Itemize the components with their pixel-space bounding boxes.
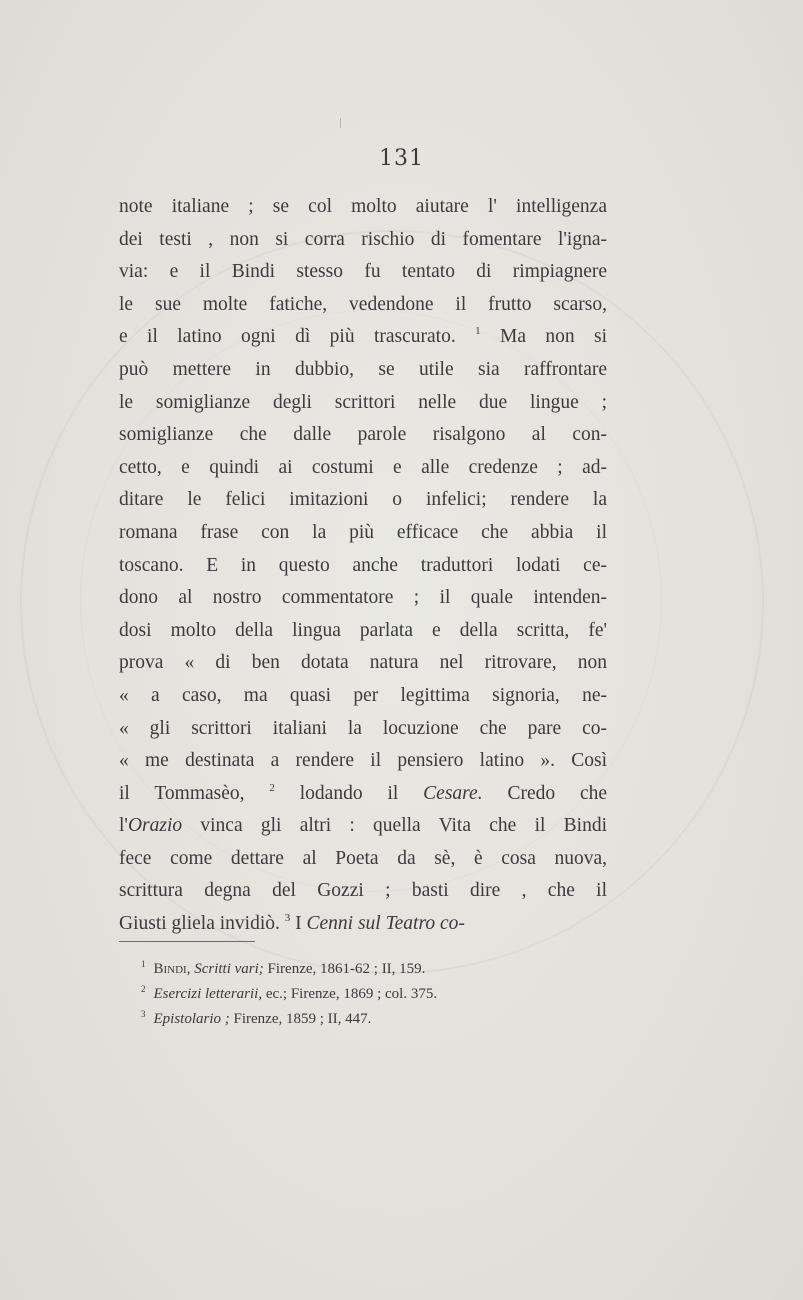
text-line: dosi molto della lingua parlata e della scritta, fe' (119, 619, 607, 641)
text-segment: lodando il (299, 782, 399, 804)
footnote-number: 3 (141, 1009, 146, 1019)
text-line (119, 810, 607, 843)
text-line: romana frase con la più efficace che abbia il (119, 521, 607, 543)
footnote-number: 2 (141, 984, 146, 994)
text-line: dono al nostro commentatore ; il quale intenden- (119, 587, 607, 609)
footnote-reference: 2 (269, 781, 275, 794)
text-line: scrittura degna del Gozzi ; basti dire , che il (119, 880, 607, 902)
footnote-details: ec.; Firenze, 1869 ; col. 375. (265, 986, 438, 1002)
footnote-title: Esercizi letterarii, (153, 986, 263, 1002)
text-segment: l' (119, 815, 128, 837)
italic-title: Cesare. (423, 782, 483, 804)
footnote-author: Bindi (153, 961, 187, 977)
text-line (119, 908, 607, 941)
footnote-divider (119, 941, 255, 942)
text-line: le sue molte fatiche, vedendone il frutto scarso, (119, 293, 607, 315)
text-segment: il Tommasèo, (119, 782, 245, 804)
text-line (119, 778, 607, 811)
italic-title: Orazio (127, 815, 183, 837)
text-line: fece come dettare al Poeta da sè, è cosa nuova, (119, 847, 607, 869)
text-line: « a caso, ma quasi per legittima signoria, ne- (119, 684, 607, 706)
text-segment: Giusti gliela invidiò. (119, 913, 280, 935)
text-line: toscano. E in questo anche traduttori lodati ce- (119, 554, 607, 576)
footnote-details: Firenze, 1859 ; II, 447. (233, 1011, 372, 1027)
text-line: ditare le felici imitazioni o infelici; rendere la (119, 489, 607, 511)
print-mark (340, 118, 341, 128)
text-line: dei testi , non si corra rischio di fomentare l'igna- (119, 228, 607, 250)
footnote (141, 977, 601, 1002)
text-segment: I (295, 913, 302, 935)
text-line: note italiane ; se col molto aiutare l' intelligenza (119, 196, 607, 217)
text-line: « gli scrittori italiani la locuzione che pare co- (119, 717, 607, 739)
footnote-reference: 1 (475, 325, 481, 338)
text-line: via: e il Bindi stesso fu tentato di rimpiagnere (119, 261, 607, 283)
text-line: può mettere in dubbio, se utile sia raffrontare (119, 358, 607, 380)
text-segment: Credo che (507, 782, 608, 804)
text-line: somiglianze che dalle parole risalgono al con- (119, 424, 607, 446)
text-line: le somiglianze degli scrittori nelle due lingue ; (119, 391, 607, 413)
text-line: prova « di ben dotata natura nel ritrovare, non (119, 652, 607, 674)
footnotes (141, 952, 601, 1027)
footnote-title: Scritti vari; (194, 961, 264, 977)
text-segment: Ma non si (500, 326, 608, 348)
footnote-number: 1 (141, 959, 146, 969)
main-text (119, 191, 607, 941)
italic-title: Cenni sul Teatro co- (306, 913, 465, 935)
page-number: 131 (379, 146, 424, 171)
text-line: « me destinata a rendere il pensiero latino ». Così (119, 750, 607, 772)
footnote: $^1$ Bindi, Scritti vari; Firenze, 1861-62 ; II, 159. (141, 959, 426, 977)
footnote (141, 1002, 601, 1027)
text-segment: vinca gli altri : quella Vita che il Bindi (200, 815, 607, 837)
footnote-reference: 3 (284, 912, 291, 925)
text-line: cetto, e quindi ai costumi e alle credenze ; ad- (119, 456, 607, 478)
footnote-title: Epistolario ; (153, 1011, 230, 1027)
text-segment: e il latino ogni dì più trascurato. (119, 326, 456, 348)
text-line (119, 321, 607, 354)
footnote-details: Firenze, 1861-62 ; II, 159. (267, 961, 426, 977)
